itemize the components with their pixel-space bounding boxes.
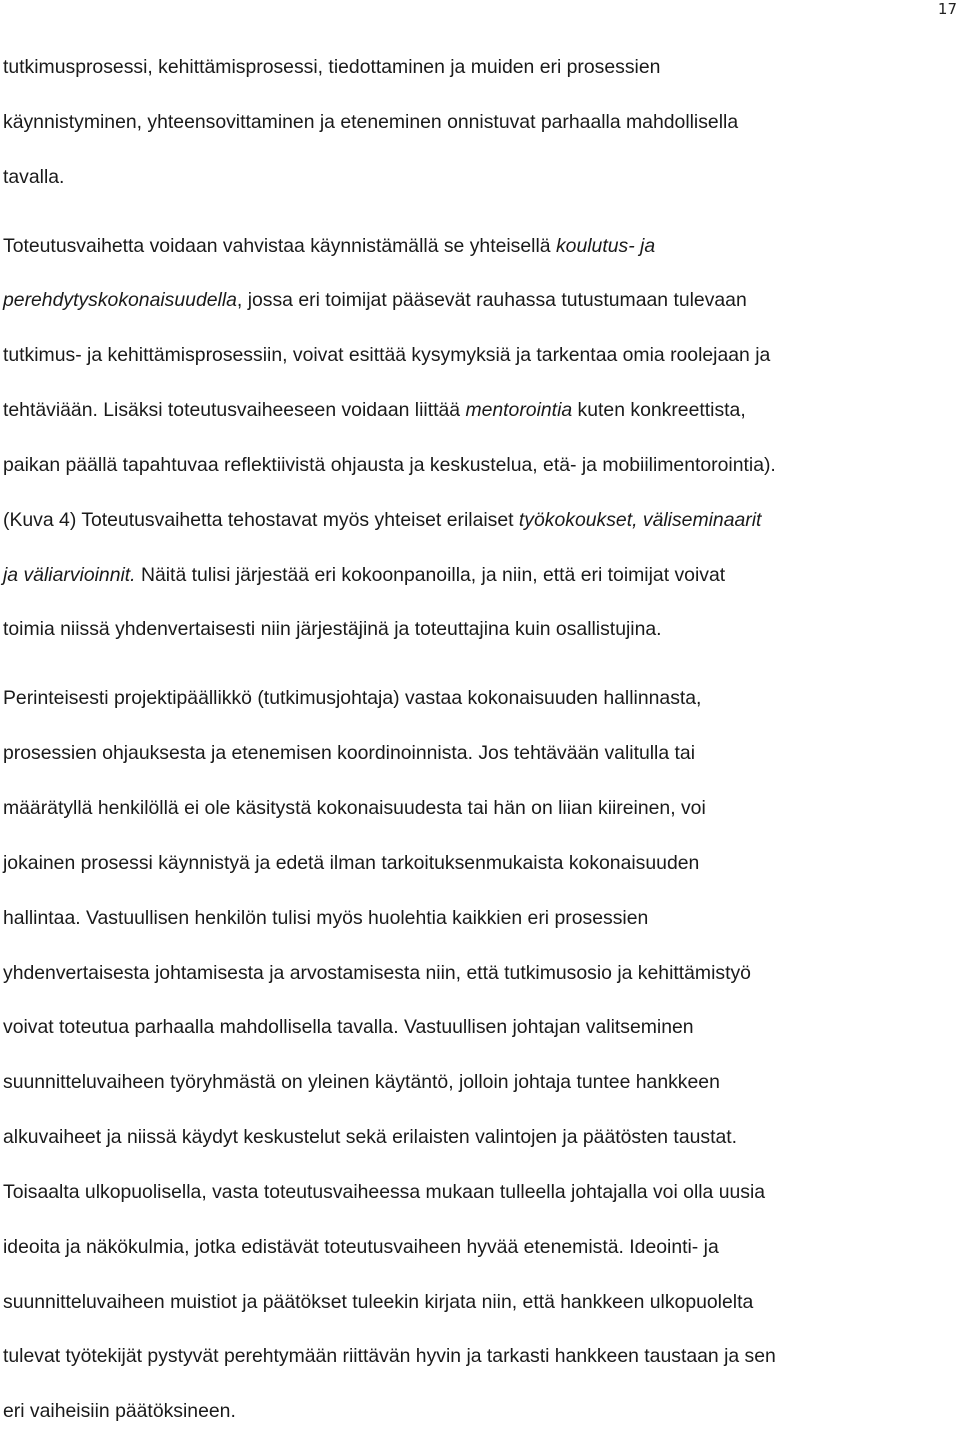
paragraph	[3, 40, 959, 205]
italic-phrase: työkokoukset, väliseminaarit	[518, 508, 762, 531]
text-segment: määrätyllä henkilöllä ei ole käsitystä kokonaisuudesta tai hän on liian kiireinen, voi	[3, 796, 706, 819]
text-segment: , jossa eri toimijat pääsevät rauhassa tutustumaan tulevaan	[236, 289, 747, 312]
text-segment: tavalla.	[3, 165, 65, 188]
text-segment: ideoita ja näkökulmia, jotka edistävät toteutusvaiheen hyvää etenemistä. Ideointi- ja	[3, 1235, 719, 1258]
italic-phrase: koulutus- ja	[555, 234, 656, 257]
text-segment: hallintaa. Vastuullisen henkilön tulisi myös huolehtia kaikkien eri prosessien	[3, 906, 649, 929]
text-segment: (Kuva 4) Toteutusvaihetta tehostavat myös yhteiset erilaiset	[3, 508, 519, 531]
body-text	[3, 40, 959, 1439]
text-line	[3, 726, 959, 781]
text-line	[3, 891, 959, 946]
page-number: 17	[937, 0, 957, 18]
text-segment: tulevat työtekijät pystyvät perehtymään riittävän hyvin ja tarkasti hankkeen taustaan ja sen	[3, 1345, 776, 1368]
paragraph-gap	[3, 657, 959, 671]
text-line	[3, 1165, 959, 1220]
paragraph	[3, 219, 959, 658]
text-line	[3, 548, 959, 603]
text-line	[3, 1110, 959, 1165]
text-segment: tutkimus- ja kehittämisprosessiin, voivat esittää kysymyksiä ja tarkentaa omia roolejaan ja	[3, 344, 771, 367]
text-segment: yhdenvertaisesta johtamisesta ja arvostamisesta niin, että tutkimusosio ja kehittämistyö	[3, 961, 751, 984]
italic-phrase: mentorointia	[465, 399, 573, 422]
text-segment: eri vaiheisiin päätöksineen.	[3, 1400, 236, 1423]
text-segment: käynnistyminen, yhteensovittaminen ja eteneminen onnistuvat parhaalla mahdollisella	[3, 110, 739, 133]
text-line	[3, 40, 959, 95]
text-line	[3, 95, 959, 150]
text-line	[3, 273, 959, 328]
text-segment: alkuvaiheet ja niissä käydyt keskustelut sekä erilaisten valintojen ja päätösten taustat.	[3, 1126, 738, 1149]
text-segment: Näitä tulisi järjestää eri kokoonpanoilla, ja niin, että eri toimijat voivat	[135, 563, 726, 586]
italic-phrase: ja väliarvioinnit.	[3, 563, 136, 586]
text-line	[3, 383, 959, 438]
text-segment: suunnitteluvaiheen työryhmästä on yleinen käytäntö, jolloin johtaja tuntee hankkeen	[3, 1071, 720, 1094]
text-segment: prosessien ohjauksesta ja etenemisen koordinoinnista. Jos tehtävään valitulla tai	[3, 742, 696, 765]
text-segment: tehtäviään. Lisäksi toteutusvaiheeseen voidaan liittää	[3, 399, 466, 422]
text-line	[3, 1329, 959, 1384]
text-line	[3, 1384, 959, 1439]
italic-phrase: perehdytyskokonaisuudella	[3, 289, 237, 312]
text-line	[3, 150, 959, 205]
text-line	[3, 493, 959, 548]
text-line	[3, 328, 959, 383]
text-segment: suunnitteluvaiheen muistiot ja päätökset tuleekin kirjata niin, että hankkeen ulkopuolelta	[3, 1290, 754, 1313]
text-segment: Toisaalta ulkopuolisella, vasta toteutusvaiheessa mukaan tulleella johtajalla voi olla uusia	[3, 1180, 766, 1203]
text-line	[3, 1275, 959, 1330]
text-line	[3, 1220, 959, 1275]
text-line	[3, 781, 959, 836]
text-line	[3, 1055, 959, 1110]
text-segment: paikan päällä tapahtuvaa reflektiivistä ohjausta ja keskustelua, etä- ja mobiilimentorointia).	[3, 453, 776, 476]
text-segment: voivat toteutua parhaalla mahdollisella tavalla. Vastuullisen johtajan valitseminen	[3, 1016, 694, 1039]
text-line	[3, 671, 959, 726]
text-segment: kuten konkreettista,	[572, 399, 746, 422]
text-line	[3, 219, 959, 274]
text-segment: Toteutusvaihetta voidaan vahvistaa käynnistämällä se yhteisellä	[3, 234, 556, 257]
text-segment: Perinteisesti projektipäällikkö (tutkimusjohtaja) vastaa kokonaisuuden hallinnasta,	[3, 687, 702, 710]
text-line	[3, 1000, 959, 1055]
paragraph-gap	[3, 205, 959, 219]
text-line	[3, 836, 959, 891]
text-line	[3, 602, 959, 657]
text-segment: toimia niissä yhdenvertaisesti niin järjestäjinä ja toteuttajina kuin osallistujina.	[3, 618, 662, 641]
paragraph	[3, 671, 959, 1439]
text-segment: jokainen prosessi käynnistyä ja edetä ilman tarkoituksenmukaista kokonaisuuden	[3, 851, 700, 874]
text-segment: tutkimusprosessi, kehittämisprosessi, tiedottaminen ja muiden eri prosessien	[3, 56, 661, 78]
text-line	[3, 438, 959, 493]
text-line	[3, 946, 959, 1001]
